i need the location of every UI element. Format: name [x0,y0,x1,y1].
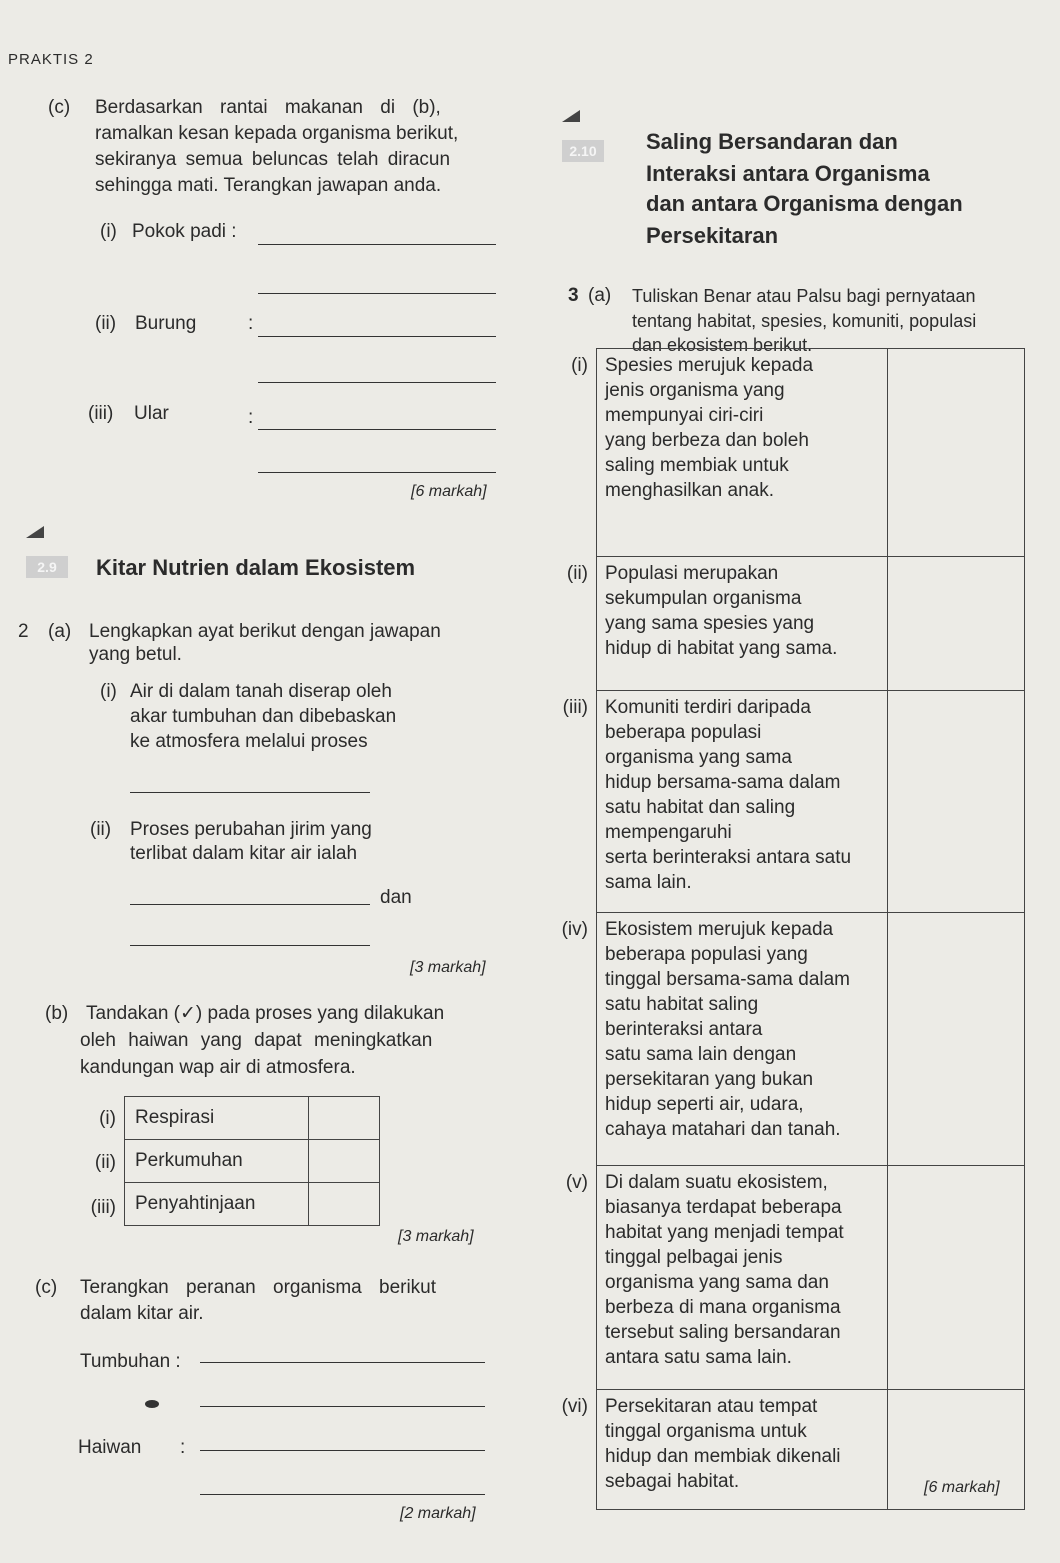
answer-line[interactable] [200,1494,485,1495]
table-row [597,691,1025,913]
q2b-line-3: kandungan wap air di atmosfera. [80,1057,356,1078]
answer-line[interactable] [200,1362,485,1363]
statement-line: persekitaran yang bukan [605,1069,814,1090]
q2a-i-line-3: ke atmosfera melalui proses [130,731,368,752]
statement-line: tersebut saling bersandaran [605,1322,841,1343]
q1c-ii-label: Burung [135,313,197,334]
page-header-label: PRAKTIS 2 [8,51,94,68]
q2a-i-line-1: Air di dalam tanah diserap oleh [130,681,392,702]
q2c-haiwan-label: Haiwan [78,1437,142,1458]
table-row [597,349,1025,557]
statement-line: cahaya matahari dan tanah. [605,1119,841,1140]
answer-line[interactable] [258,382,496,383]
statement-line: Komuniti terdiri daripada [605,697,811,718]
q2-number: 2 [18,621,29,642]
answer-cell[interactable] [888,557,1025,691]
q1c-label: (c) [48,97,71,118]
q2a-line-2: yang betul. [89,644,182,665]
q1c-marks: [6 markah] [411,483,487,500]
statement-line: biasanya terdapat beberapa [605,1197,842,1218]
statement-line: hidup di habitat yang sama. [605,638,838,659]
q3-row-num: (iv) [561,918,588,940]
q1c-line-2: ramalkan kesan kepada organisma berikut, [95,123,459,144]
answer-line[interactable] [258,429,496,430]
table-row [597,557,1025,691]
q2a-ii-line-1: Proses perubahan jirim yang [130,819,372,840]
q2c-line-1: Terangkan peranan organisma berikut [80,1277,437,1298]
q1c-iii-label: Ular [134,403,169,424]
statement-line: saling membiak untuk [605,455,789,476]
q3-row-num: (iii) [562,696,588,718]
statement-cell [597,691,888,913]
table-row [125,1183,380,1226]
q3-number: 3 [568,285,579,306]
section-marker-icon [562,110,580,122]
section-title: Kitar Nutrien dalam Ekosistem [96,555,416,580]
q1c-ii-colon: : [248,313,254,334]
q2b-row-2-num: (ii) [94,1152,116,1173]
statement-line: organisma yang sama [605,747,792,768]
statement-line: sebagai habitat. [605,1471,740,1492]
q1c-i-num: (i) [100,221,117,242]
q3-row-num: (vi) [561,1395,588,1417]
statement-line: sama lain. [605,872,692,893]
ink-dot-icon [145,1400,159,1408]
q2a-ii-num: (ii) [90,819,112,840]
table-row [125,1097,380,1140]
statement-line: beberapa populasi yang [605,944,808,965]
statement-line: satu sama lain dengan [605,1044,797,1065]
statement-cell [597,1390,888,1510]
answer-line[interactable] [130,904,370,905]
answer-line[interactable] [200,1450,485,1451]
section-title-line-2: Interaksi antara Organisma [646,161,930,186]
tick-box[interactable] [309,1097,380,1140]
q2a-i-num: (i) [100,681,117,702]
q3-row-num: (v) [565,1171,588,1193]
statement-line: organisma yang sama dan [605,1272,829,1293]
q1c-iii-colon: : [248,407,254,428]
q2b-row-2-label: Perkumuhan [125,1140,309,1183]
q2a-line-1: Lengkapkan ayat berikut dengan jawapan [89,621,441,642]
statement-line: beberapa populasi [605,722,762,743]
statement-line: Populasi merupakan [605,563,779,584]
q1c-line-4: sehingga mati. Terangkan jawapan anda. [95,175,442,196]
q2a-marks: [3 markah] [410,959,486,976]
answer-line[interactable] [258,336,496,337]
q3a-line-1: Tuliskan Benar atau Palsu bagi pernyataan [632,286,976,306]
answer-line[interactable] [258,472,496,473]
statement-line: satu habitat dan saling [605,797,796,818]
section-title-line-1: Saling Bersandaran dan [646,129,898,154]
statement-line: serta berinteraksi antara satu [605,847,852,868]
answer-line[interactable] [258,293,496,294]
statement-line: Ekosistem merujuk kepada [605,919,834,940]
table-row [597,1166,1025,1390]
statement-cell [597,1166,888,1390]
statement-line: tinggal pelbagai jenis [605,1247,783,1268]
statement-line: hidup bersama-sama dalam [605,772,841,793]
answer-cell[interactable] [888,349,1025,557]
answer-line[interactable] [130,792,370,793]
q2b-line-2: oleh haiwan yang dapat meningkatkan [80,1030,433,1051]
tick-box[interactable] [309,1140,380,1183]
q2c-label: (c) [35,1277,58,1298]
q2a-dan: dan [380,887,412,908]
q2a-ii-line-2: terlibat dalam kitar air ialah [130,843,358,864]
q2b-row-3-label: Penyahtinjaan [125,1183,309,1226]
q1c-i-label: Pokok padi : [132,221,237,242]
statement-cell [597,349,888,557]
table-row [597,913,1025,1166]
statement-line: mempengaruhi [605,822,732,843]
section-title-line-4: Persekitaran [646,223,779,248]
q2c-line-2: dalam kitar air. [80,1303,204,1324]
q2c-marks: [2 markah] [400,1505,476,1522]
q3-marks: [6 markah] [924,1479,1000,1496]
statement-line: tinggal organisma untuk [605,1421,807,1442]
statement-line: sekumpulan organisma [605,588,802,609]
statement-line: Persekitaran atau tempat [605,1396,818,1417]
answer-line[interactable] [200,1406,485,1407]
q2b-line-1: Tandakan (✓) pada proses yang dilakukan [86,1003,445,1024]
q3-benar-palsu-table [596,348,1025,1510]
statement-line: mempunyai ciri-ciri [605,405,764,426]
q1c-line-1: Berdasarkan rantai makanan di (b), [95,97,441,118]
q2a-i-line-2: akar tumbuhan dan dibebaskan [130,706,397,727]
section-title-line-3: dan antara Organisma dengan [646,191,963,216]
statement-line: berbeza di mana organisma [605,1297,841,1318]
statement-line: yang sama spesies yang [605,613,815,634]
section-marker-icon [26,526,44,538]
q2b-label: (b) [45,1003,69,1024]
statement-line: yang berbeza dan boleh [605,430,809,451]
answer-line[interactable] [130,945,370,946]
q1c-iii-num: (iii) [88,403,114,424]
statement-line: Spesies merujuk kepada [605,355,814,376]
q2b-row-1-label: Respirasi [125,1097,309,1140]
answer-line[interactable] [258,244,496,245]
section-badge: 2.10 [562,140,604,162]
statement-line: hidup seperti air, udara, [605,1094,804,1115]
q1c-ii-num: (ii) [95,313,117,334]
q3-row-num: (ii) [566,562,588,584]
q3a-line-3: dan ekosistem berikut. [632,335,813,355]
q2b-marks: [3 markah] [398,1228,474,1245]
q3a-label: (a) [588,285,612,306]
answer-cell[interactable] [888,691,1025,913]
answer-cell[interactable] [888,1166,1025,1390]
statement-line: hidup dan membiak dikenali [605,1446,841,1467]
statement-line: habitat yang menjadi tempat [605,1222,844,1243]
section-badge: 2.9 [26,556,68,578]
statement-line: jenis organisma yang [605,380,785,401]
statement-cell [597,913,888,1166]
statement-line: tinggal bersama-sama dalam [605,969,851,990]
statement-line: satu habitat saling [605,994,759,1015]
q1c-line-3: sekiranya semua beluncas telah diracun [95,149,451,170]
q2b-row-1-num: (i) [99,1108,116,1129]
q2c-haiwan-colon: : [180,1437,186,1458]
statement-line: menghasilkan anak. [605,480,774,501]
answer-cell[interactable] [888,913,1025,1166]
statement-line: Di dalam suatu ekosistem, [605,1172,828,1193]
table-row [125,1140,380,1183]
q2a-label: (a) [48,621,72,642]
statement-line: berinteraksi antara [605,1019,763,1040]
statement-line: antara satu sama lain. [605,1347,792,1368]
q3a-line-2: tentang habitat, spesies, komuniti, populasi [632,311,977,331]
q2b-row-3-num: (iii) [90,1197,116,1218]
tick-box[interactable] [309,1183,380,1226]
q3-row-num: (i) [571,354,588,376]
q2c-tumbuhan-label: Tumbuhan : [80,1351,181,1372]
statement-cell [597,557,888,691]
q2b-tick-table [124,1096,380,1226]
